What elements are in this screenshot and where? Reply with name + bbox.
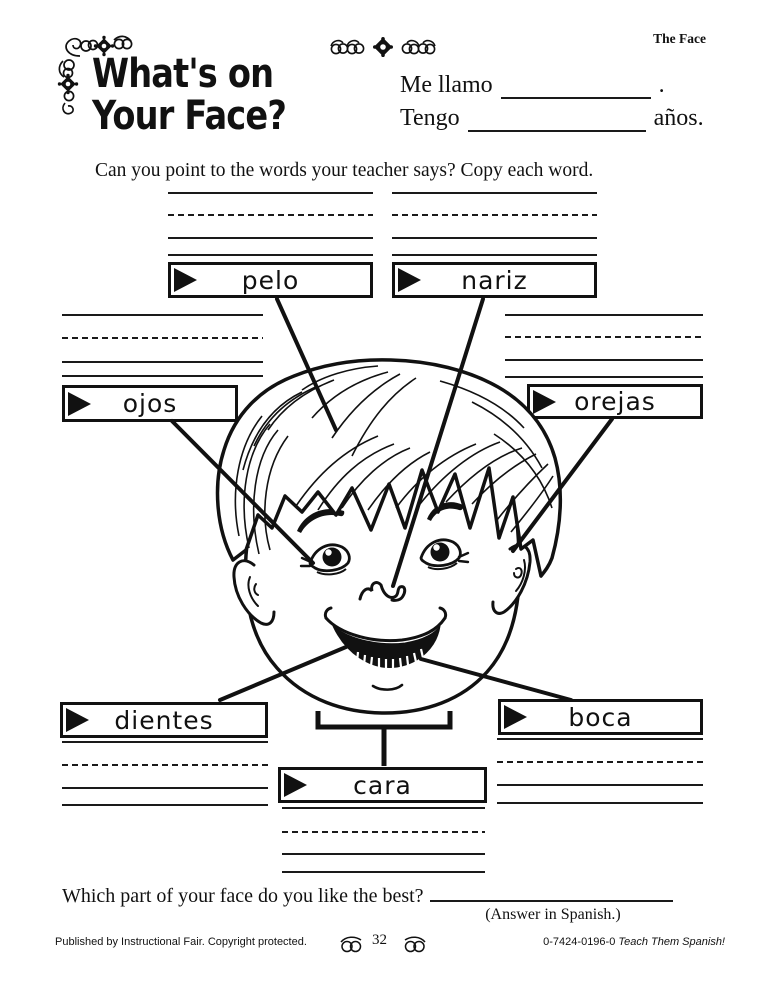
arrow-marker-icon [284,773,307,797]
page-number-flourish-left-icon [338,936,368,953]
leader-ojos [172,421,313,563]
word-box-cara [278,767,487,803]
word-label: boca [568,702,633,732]
question-text: Which part of your face do you like the best? [62,885,424,907]
word-label: orejas [574,387,656,416]
publisher-credit: Published by Instructional Fair. Copyright protected. [55,936,307,948]
writing-guide-top [392,192,597,194]
writing-guide-mid-dashed [62,337,263,339]
writing-guide-extra [392,254,597,256]
question-blank-line [430,882,673,902]
divider-flourish-icon [328,37,438,57]
writing-guide-base [497,784,703,786]
page-number-flourish-right-icon [398,936,428,953]
age-field-label: Tengo [400,105,460,131]
writing-guide-top [62,314,263,316]
name-blank-line [501,73,651,99]
writing-guide-base [505,359,703,361]
arrow-marker-icon [533,390,556,414]
arrow-marker-icon [504,705,527,729]
writing-guide-base [62,361,263,363]
writing-guide-mid-dashed [62,764,268,766]
word-box-ojos [62,385,238,422]
hair [218,360,561,576]
writing-guide-mid-dashed [168,214,373,216]
name-field-label: Me llamo [400,72,493,98]
word-label: pelo [241,265,300,295]
writing-guide-top [62,741,268,743]
page-number: 32 [372,932,387,948]
face-outline [245,388,519,713]
age-field-row [400,105,704,132]
writing-guide-top [168,192,373,194]
word-label: nariz [461,265,528,295]
series-title: Teach Them Spanish! [618,936,725,948]
leader-boca [421,659,571,700]
word-box-pelo [168,262,373,298]
word-box-nariz [392,262,597,298]
writing-guide-extra [62,375,263,377]
writing-guide-base [62,787,268,789]
word-label: ojos [122,389,178,418]
hair-strands [235,366,553,554]
leader-pelo [277,299,336,430]
page-title-line1: What's on [92,51,274,97]
word-box-dientes [60,702,268,738]
arrow-marker-icon [174,268,197,292]
eyes [301,540,468,575]
writing-guide-extra [505,376,703,378]
writing-guide-base [392,237,597,239]
word-box-boca [498,699,703,735]
writing-guide-base [282,853,485,855]
writing-guide-extra [62,804,268,806]
nose [360,583,405,601]
age-field-suffix: años. [653,105,704,131]
instruction-text: Can you point to the words your teacher says? Copy each word. [95,160,594,181]
arrow-marker-icon [398,268,421,292]
answer-note: (Answer in Spanish.) [485,906,621,923]
writing-guide-top [497,738,703,740]
teeth [357,649,423,668]
writing-guide-extra [497,802,703,804]
word-label: dientes [114,705,214,735]
writing-guide-mid-dashed [282,831,485,833]
isbn-code: 0-7424-0196-0 [543,936,616,948]
arrow-marker-icon [66,708,89,732]
writing-guide-extra [168,254,373,256]
word-label: cara [353,770,412,800]
page-title [92,53,286,137]
ears [234,545,530,624]
leader-dientes [220,647,346,700]
word-box-orejas [527,384,703,419]
leader-orejas [513,419,612,551]
name-field-suffix: . [658,72,665,98]
leader-nariz [393,299,483,586]
writing-guide-extra [282,871,485,873]
mouth [325,608,445,690]
ear-details [248,560,525,606]
cara-bracket [318,711,450,766]
page-topic-label: The Face [653,31,706,46]
writing-guide-mid-dashed [392,214,597,216]
question-row [62,882,673,908]
isbn-series-credit [543,936,725,948]
writing-guide-top [282,807,485,809]
writing-guide-top [505,314,703,316]
page-title-line2: Your Face? [92,93,286,139]
age-blank-line [468,106,646,132]
writing-guide-mid-dashed [505,336,703,338]
writing-guide-base [168,237,373,239]
name-field-row [400,72,665,99]
eyebrows [297,502,463,533]
writing-guide-mid-dashed [497,761,703,763]
arrow-marker-icon [68,392,91,416]
chin-crease [373,685,402,690]
